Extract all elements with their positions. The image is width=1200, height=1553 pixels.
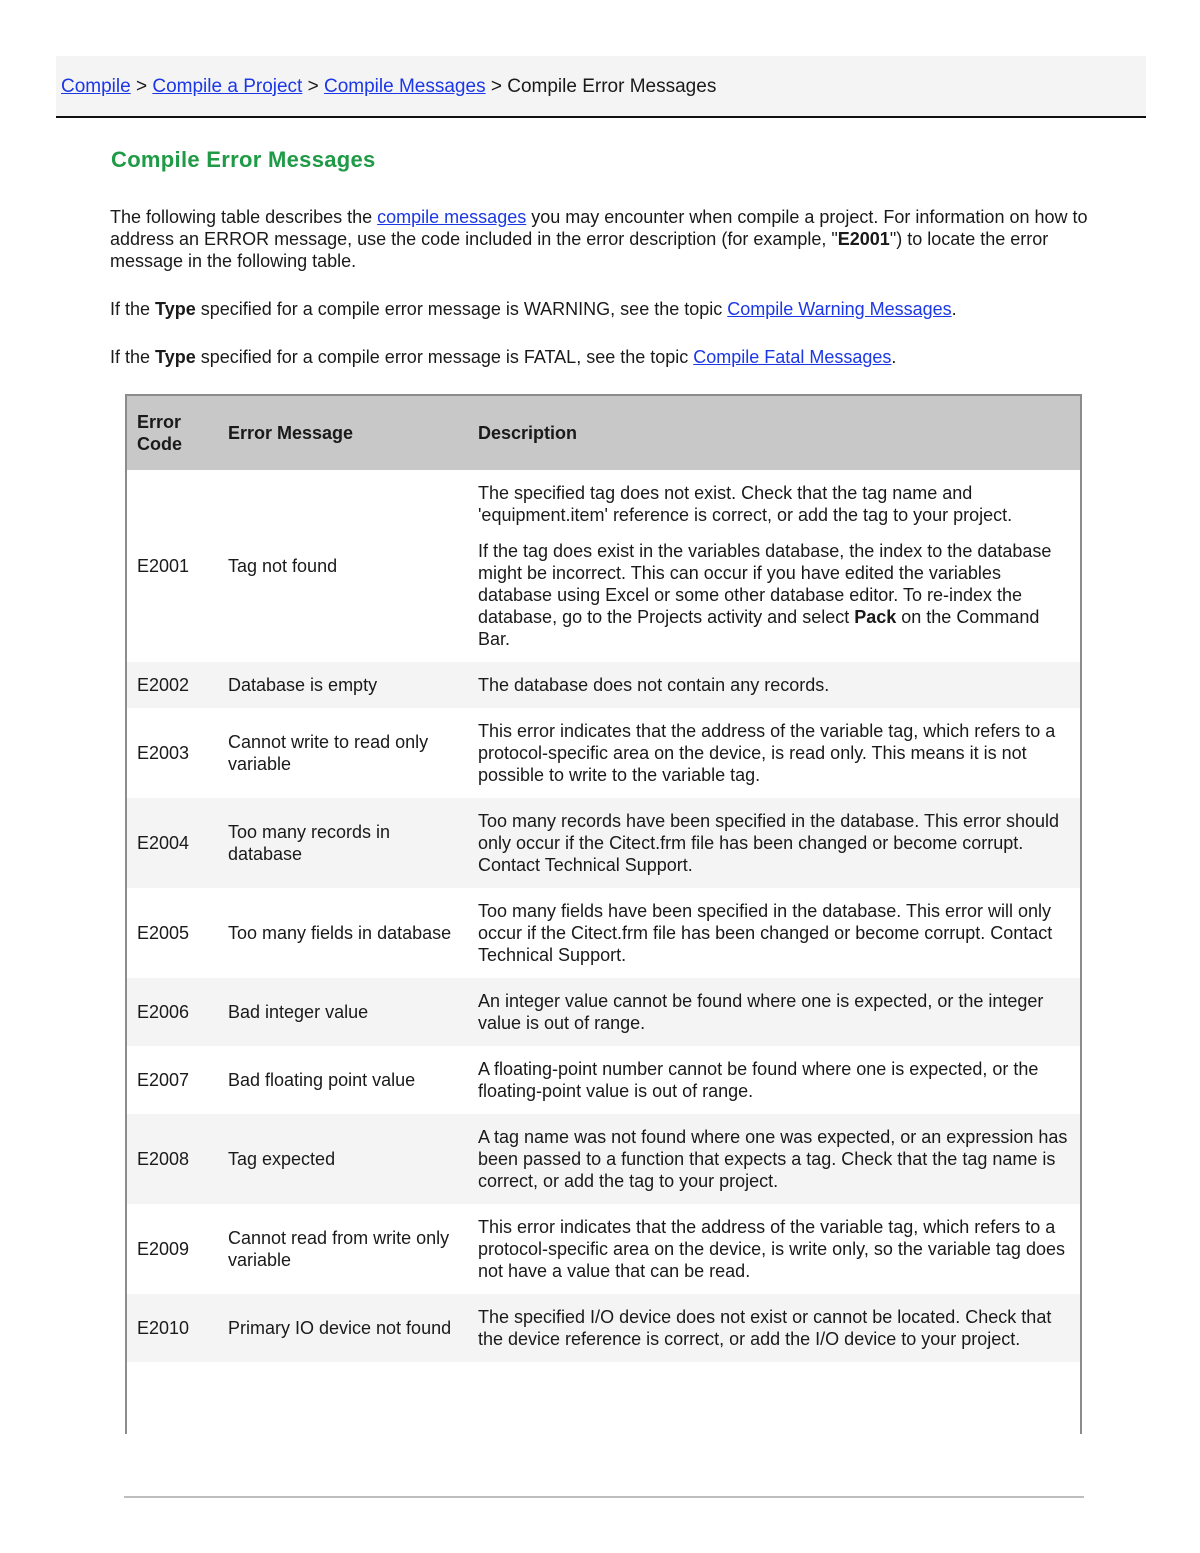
table-row (127, 1204, 1080, 1294)
description-cell: Too many fields have been specified in the database. This error will only occur if the Citect.frm file has been changed or become corrupt. Contact Technical Support. (468, 888, 1080, 978)
description-cell: An integer value cannot be found where one is expected, or the integer value is out of range. (468, 978, 1080, 1046)
description-text: If the tag does exist in the variables database, the index to the database might be incorrect. This can occur if you have edited the variables database using Excel or some other database editor. To re-index the database, go to the Projects activity and select (478, 541, 1052, 627)
description-paragraph (478, 540, 1070, 650)
breadcrumb-link-compile-a-project[interactable]: Compile a Project (152, 76, 303, 97)
table-row (127, 662, 1080, 708)
breadcrumb-separator: > (490, 76, 502, 97)
pack-command: Pack (854, 607, 897, 627)
table-row (127, 1294, 1080, 1362)
description-text: on the Command Bar. (478, 607, 1040, 649)
error-message-cell: Too many fields in database (218, 888, 468, 978)
intro-text: you may encounter when compile a project. For information on how to address an ERROR message, use the code included in the error description (for example, " (110, 207, 1088, 249)
intro-text: The following table describes the (110, 207, 378, 227)
error-code-cell: E2003 (127, 708, 218, 798)
intro-text: If the (110, 347, 156, 367)
error-code-cell: E2006 (127, 978, 218, 1046)
breadcrumb-current: Compile Error Messages (507, 76, 717, 97)
breadcrumb (56, 56, 1146, 118)
intro-text: . (891, 347, 897, 367)
intro-text: . (951, 299, 957, 319)
intro-text: specified for a compile error message is WARNING, see the topic (195, 299, 728, 319)
error-message-cell: Database is empty (218, 662, 468, 708)
footer-divider (124, 1496, 1084, 1498)
error-code-cell: E2004 (127, 798, 218, 888)
description-cell: The database does not contain any records. (468, 662, 1080, 708)
error-message-cell: Cannot read from write only variable (218, 1204, 468, 1294)
description-cell: This error indicates that the address of the variable tag, which refers to a protocol-specific area on the device, is read only. This means it is not possible to write to the variable tag. (468, 708, 1080, 798)
header-description: Description (468, 396, 1080, 470)
error-message-cell: Bad integer value (218, 978, 468, 1046)
table-header-row (127, 396, 1080, 470)
description-cell: The specified I/O device does not exist or cannot be located. Check that the device reference is correct, or add the I/O device to your project. (468, 1294, 1080, 1362)
compile-fatal-messages-link[interactable]: Compile Fatal Messages (693, 347, 892, 367)
error-code-cell: E2008 (127, 1114, 218, 1204)
breadcrumb-separator: > (135, 76, 148, 97)
table-row (127, 888, 1080, 978)
error-message-cell: Tag expected (218, 1114, 468, 1204)
breadcrumb-link-compile[interactable]: Compile (61, 76, 131, 97)
error-code-cell: E2002 (127, 662, 218, 708)
error-code-cell: E2007 (127, 1046, 218, 1114)
page-title: Compile Error Messages (111, 147, 376, 172)
intro-paragraph (110, 206, 1090, 272)
breadcrumb-separator: > (307, 76, 319, 97)
type-keyword: Type (155, 299, 196, 319)
error-message-cell: Primary IO device not found (218, 1294, 468, 1362)
type-keyword: Type (155, 347, 196, 367)
error-code-cell: E2009 (127, 1204, 218, 1294)
table-row (127, 1114, 1080, 1204)
description-cell: A tag name was not found where one was expected, or an expression has been passed to a function that expects a tag. Check that the tag name is correct, or add the tag to your project. (468, 1114, 1080, 1204)
intro-text: If the (110, 299, 156, 319)
header-error-code: Error Code (127, 396, 218, 470)
description-paragraph: The specified tag does not exist. Check that the tag name and 'equipment.item' reference is correct, or add the tag to your project. (478, 483, 1013, 525)
error-message-cell: Too many records in database (218, 798, 468, 888)
error-table (125, 394, 1082, 1434)
intro-text: specified for a compile error message is FATAL, see the topic (195, 347, 694, 367)
description-cell: This error indicates that the address of the variable tag, which refers to a protocol-specific area on the device, is write only, so the variable tag does not have a value that can be read. (468, 1204, 1080, 1294)
error-message-cell: Cannot write to read only variable (218, 708, 468, 798)
example-code: E2001 (837, 229, 890, 249)
error-message-cell: Tag not found (218, 470, 468, 662)
warning-paragraph (110, 298, 1090, 320)
table-row (127, 470, 1080, 662)
description-cell: Too many records have been specified in the database. This error should only occur if the Citect.frm file has been changed or become corrupt. Contact Technical Support. (468, 798, 1080, 888)
description-cell (468, 470, 1080, 662)
header-error-message: Error Message (218, 396, 468, 470)
description-cell: A floating-point number cannot be found where one is expected, or the floating-point value is out of range. (468, 1046, 1080, 1114)
breadcrumb-link-compile-messages[interactable]: Compile Messages (324, 76, 486, 97)
error-code-cell: E2010 (127, 1294, 218, 1362)
error-code-cell: E2001 (127, 470, 218, 662)
table-row (127, 798, 1080, 888)
compile-messages-link[interactable]: compile messages (377, 207, 527, 227)
error-code-cell: E2005 (127, 888, 218, 978)
table-row (127, 978, 1080, 1046)
table-row (127, 1046, 1080, 1114)
intro-text: ") to locate the error message in the following table. (110, 229, 1049, 271)
fatal-paragraph (110, 346, 1090, 368)
compile-warning-messages-link[interactable]: Compile Warning Messages (727, 299, 952, 319)
intro-section (110, 206, 1090, 394)
table-row (127, 708, 1080, 798)
error-message-cell: Bad floating point value (218, 1046, 468, 1114)
